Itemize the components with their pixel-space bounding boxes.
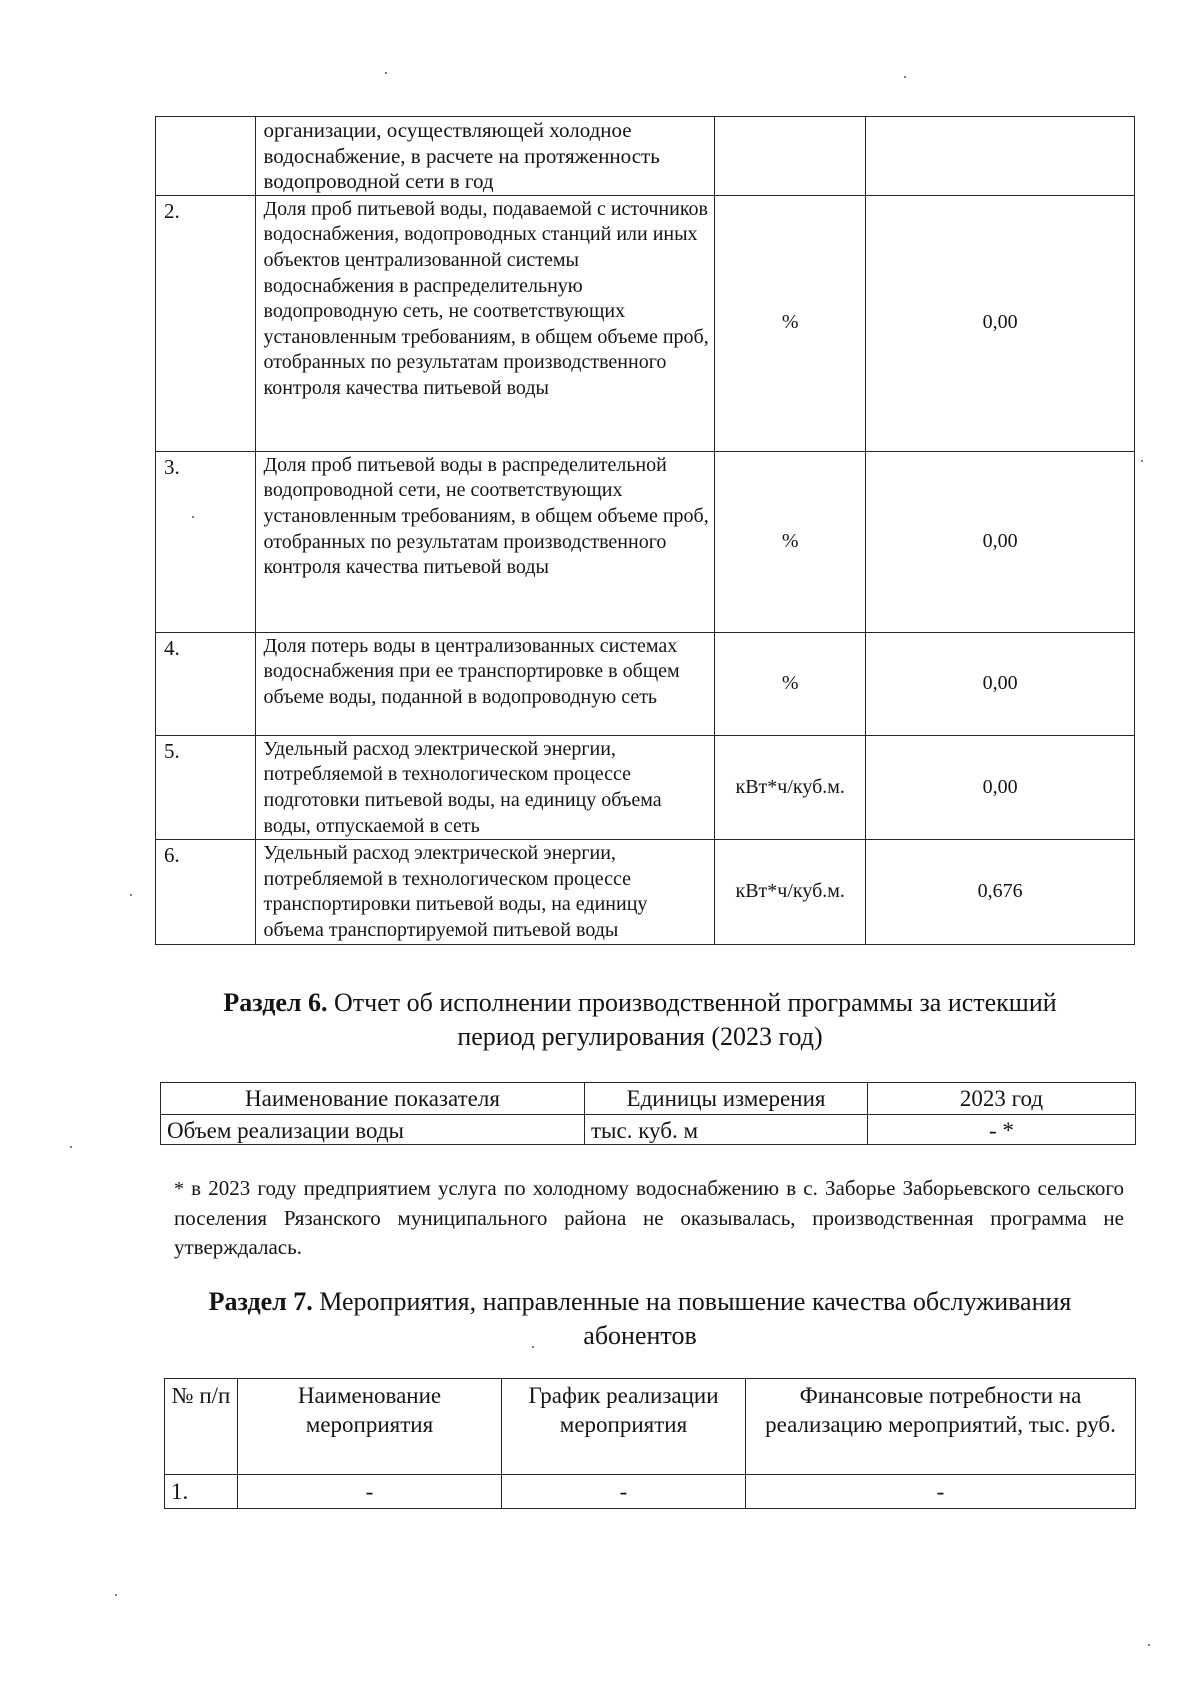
- indicator-name: Доля проб питьевой воды, подаваемой с источников водоснабжения, водопроводных станций или иных объектов централизованной системы водоснабжения в распределительную водопроводную сеть, не соответствующих установленным требованиям, в общем объеме проб, отобранных по результатам производственного контроля качества питьевой воды: [255, 195, 715, 451]
- report-unit: тыс. куб. м: [585, 1115, 868, 1145]
- table-row: [156, 632, 1135, 735]
- report-indicator-name: Объем реализации воды: [161, 1115, 585, 1145]
- section-6-label: Раздел 6.: [223, 988, 328, 1017]
- scan-speck: [1148, 1644, 1150, 1646]
- section-7-title-line1: Мероприятия, направленные на повышение качества обслуживания: [319, 1287, 1072, 1316]
- table-row: [156, 451, 1135, 632]
- measure-schedule: -: [502, 1475, 746, 1509]
- scan-speck: [130, 894, 132, 896]
- report-value: - *: [868, 1115, 1136, 1145]
- indicator-value: 0,00: [866, 195, 1135, 451]
- header-unit: Единицы измерения: [585, 1083, 868, 1115]
- scan-speck: [904, 76, 906, 78]
- footnote-star: *: [174, 1178, 184, 1200]
- header-schedule: График реализации мероприятия: [502, 1379, 746, 1475]
- indicator-unit: %: [715, 195, 866, 451]
- indicator-unit: %: [715, 451, 866, 632]
- indicator-unit: [715, 117, 866, 196]
- indicator-unit: кВт*ч/куб.м.: [715, 840, 866, 944]
- table-row: [161, 1115, 1136, 1145]
- row-number: [156, 117, 256, 196]
- table-header-row: [165, 1379, 1136, 1475]
- row-number: 4.: [156, 632, 256, 735]
- indicator-name: Доля проб питьевой воды в распределительной водопроводной сети, не соответствующих установленным требованиям, в общем объеме проб, отобранных по результатам производственного контроля качества питьевой воды: [255, 451, 715, 632]
- row-number: 2.: [156, 195, 256, 451]
- table-row: [156, 735, 1135, 839]
- section-6-heading: [150, 986, 1130, 1054]
- row-number: 3.: [156, 451, 256, 632]
- header-number: № п/п: [165, 1379, 238, 1475]
- scan-speck: [70, 1146, 72, 1148]
- table-header-row: [161, 1083, 1136, 1115]
- table-row: [156, 117, 1135, 196]
- section-7-label: Раздел 7.: [208, 1287, 313, 1316]
- scan-speck: [385, 72, 387, 74]
- measure-number: 1.: [165, 1475, 238, 1509]
- report-table: [160, 1082, 1136, 1145]
- indicator-unit: %: [715, 632, 866, 735]
- header-indicator-name: Наименование показателя: [161, 1083, 585, 1115]
- indicator-value: [866, 117, 1135, 196]
- footnote-text: в 2023 году предприятием услуга по холодному водоснабжению в с. Заборье Заборьевского сельского поселения Рязанского муниципального района не оказывалась, производственная программа не утверждалась.: [174, 1176, 1125, 1259]
- scan-speck: [1141, 460, 1143, 462]
- indicator-name: организации, осуществляющей холодное водоснабжение, в расчете на протяженность водопроводной сети в год: [255, 117, 715, 196]
- scan-speck: [192, 516, 194, 518]
- measures-table: [164, 1378, 1136, 1509]
- header-financial-needs: Финансовые потребности на реализацию мероприятий, тыс. руб.: [746, 1379, 1136, 1475]
- indicator-value: 0,00: [866, 632, 1135, 735]
- header-year: 2023 год: [868, 1083, 1136, 1115]
- table-row: [165, 1475, 1136, 1509]
- row-number: 6.: [156, 840, 256, 944]
- indicator-name: Доля потерь воды в централизованных системах водоснабжения при ее транспортировке в общем объеме воды, поданной в водопроводную сеть: [255, 632, 715, 735]
- footnote: [174, 1174, 1124, 1262]
- table-row: [156, 840, 1135, 944]
- indicator-value: 0,00: [866, 451, 1135, 632]
- indicator-unit: кВт*ч/куб.м.: [715, 735, 866, 839]
- scan-speck: [115, 1594, 117, 1596]
- section-6-title-line1: Отчет об исполнении производственной программы за истекший: [333, 988, 1057, 1017]
- measure-name: -: [238, 1475, 502, 1509]
- indicator-name: Удельный расход электрической энергии, потребляемой в технологическом процессе подготовки питьевой воды, на единицу объема воды, отпускаемой в сеть: [255, 735, 715, 839]
- indicator-name: Удельный расход электрической энергии, потребляемой в технологическом процессе транспортировки питьевой воды, на единицу объема транспортируемой питьевой воды: [255, 840, 715, 944]
- row-number: 5.: [156, 735, 256, 839]
- measure-financial-needs: -: [746, 1475, 1136, 1509]
- section-6-title-line2: период регулирования (2023 год): [457, 1022, 823, 1051]
- section-7-heading: [150, 1285, 1130, 1353]
- scan-speck: [532, 1346, 534, 1348]
- indicator-value: 0,00: [866, 735, 1135, 839]
- indicator-value: 0,676: [866, 840, 1135, 944]
- indicators-table: [155, 116, 1135, 945]
- header-measure-name: Наименование мероприятия: [238, 1379, 502, 1475]
- table-row: [156, 195, 1135, 451]
- section-7-title-line2: абонентов: [583, 1321, 697, 1350]
